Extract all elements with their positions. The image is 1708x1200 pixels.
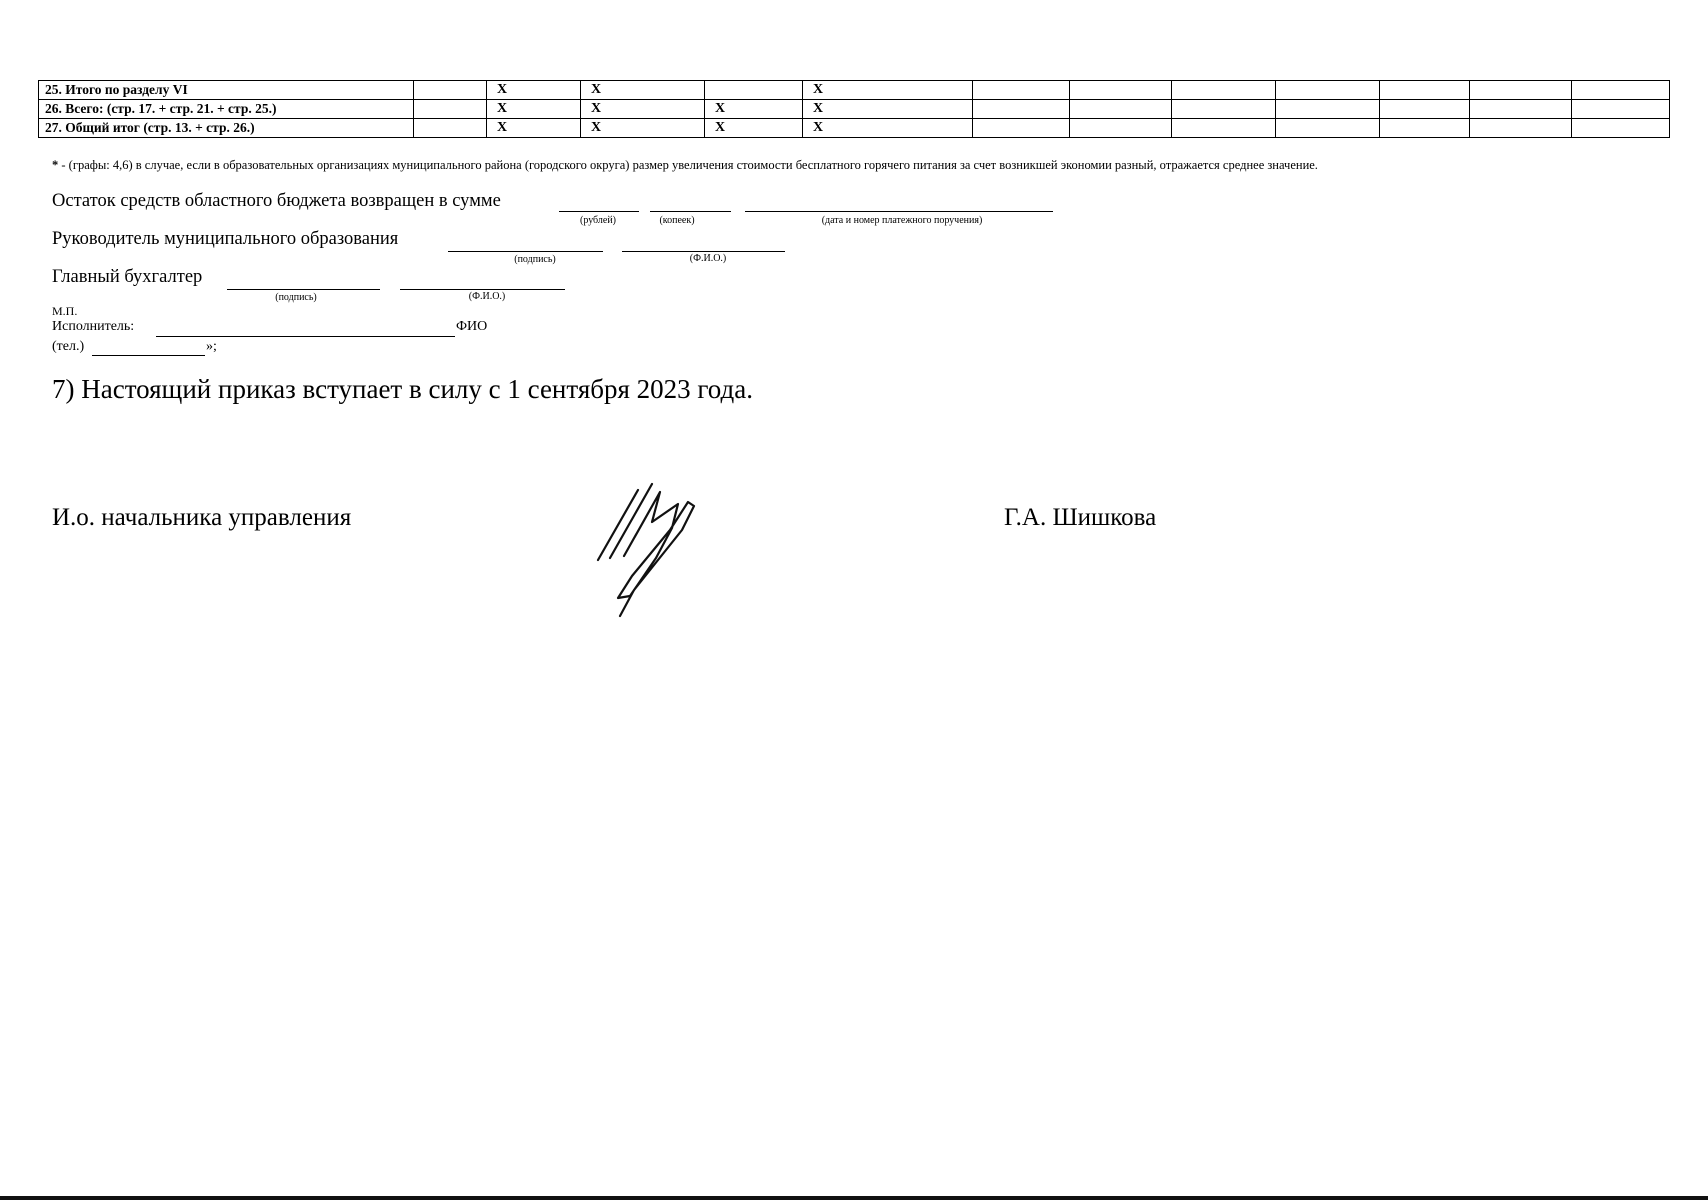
table-cell <box>1470 100 1572 119</box>
accountant-signature-blank <box>227 289 380 290</box>
table-row <box>39 100 1670 119</box>
row-label: 26. Всего: (стр. 17. + стр. 21. + стр. 25.) <box>39 100 414 119</box>
accountant-fio-blank <box>400 289 565 290</box>
caption-signature-accountant: (подпись) <box>275 292 317 303</box>
table-cell <box>1070 100 1172 119</box>
table-cell <box>1172 119 1276 138</box>
table-cell <box>1572 119 1670 138</box>
table-cell <box>1172 81 1276 100</box>
table-cell <box>1380 100 1470 119</box>
remainder-label: Остаток средств областного бюджета возвращен в сумме <box>52 191 501 211</box>
table-cell <box>705 81 803 100</box>
table-row <box>39 81 1670 100</box>
payment-order-blank <box>745 211 1053 212</box>
table-cell: X <box>487 100 581 119</box>
table-cell <box>1470 119 1572 138</box>
signatory-name: Г.А. Шишкова <box>1004 504 1157 531</box>
table-cell <box>973 119 1070 138</box>
caption-payment-order: (дата и номер платежного поручения) <box>821 215 983 226</box>
table-cell: X <box>803 81 973 100</box>
handwritten-signature <box>590 478 730 623</box>
table-cell <box>1276 119 1380 138</box>
signatory-title: И.о. начальника управления <box>52 504 352 531</box>
table-cell <box>1172 100 1276 119</box>
table-cell <box>973 100 1070 119</box>
caption-rubles: (рублей) <box>579 215 617 226</box>
footnote-text: - (графы: 4,6) в случае, если в образовательных организациях муниципального района (городского округа) размер увеличения стоимости бесплатного горячего питания за счет возникшей экономии разный, отражается среднее значение. <box>58 158 1318 172</box>
table-cell <box>973 81 1070 100</box>
table-cell: X <box>581 119 705 138</box>
table-cell: X <box>487 81 581 100</box>
caption-fio-accountant: (Ф.И.О.) <box>468 291 506 302</box>
executor-blank <box>156 336 455 337</box>
table-cell <box>1572 100 1670 119</box>
clause-effective-date: 7) Настоящий приказ вступает в силу с 1 сентября 2023 года. <box>52 374 753 404</box>
table-cell <box>414 81 487 100</box>
head-label: Руководитель муниципального образования <box>52 229 399 249</box>
table-cell: X <box>581 81 705 100</box>
row-label: 27. Общий итог (стр. 13. + стр. 26.) <box>39 119 414 138</box>
scan-bottom-edge <box>0 1196 1708 1200</box>
table-cell: X <box>705 119 803 138</box>
footnote-marker: * <box>52 158 59 172</box>
caption-fio-head: (Ф.И.О.) <box>689 253 727 264</box>
rubles-blank <box>559 211 639 212</box>
table-row <box>39 119 1670 138</box>
table-body <box>39 81 1670 138</box>
caption-kopecks: (копеек) <box>659 215 695 226</box>
footnote <box>52 158 1318 173</box>
table-cell: X <box>705 100 803 119</box>
table-cell: X <box>487 119 581 138</box>
table-cell <box>1276 81 1380 100</box>
table-cell <box>414 119 487 138</box>
table-cell <box>1276 100 1380 119</box>
report-table <box>38 80 1670 138</box>
executor-label: Исполнитель: <box>52 319 135 334</box>
head-signature-blank <box>448 251 603 252</box>
table-cell: X <box>581 100 705 119</box>
table-cell <box>1572 81 1670 100</box>
kopecks-blank <box>650 211 731 212</box>
table-cell: X <box>803 119 973 138</box>
accountant-label: Главный бухгалтер <box>52 267 203 287</box>
executor-fio: ФИО <box>456 319 488 334</box>
table-cell <box>1070 81 1172 100</box>
row-label: 25. Итого по разделу VI <box>39 81 414 100</box>
table-cell: X <box>803 100 973 119</box>
stamp-place: М.П. <box>52 304 78 318</box>
table-cell <box>1470 81 1572 100</box>
table-cell <box>1070 119 1172 138</box>
head-fio-blank <box>622 251 785 252</box>
table-cell <box>1380 119 1470 138</box>
caption-signature-head: (подпись) <box>514 254 556 265</box>
table-cell <box>1380 81 1470 100</box>
phone-blank <box>92 355 205 356</box>
phone-end: »; <box>206 339 217 354</box>
table-cell <box>414 100 487 119</box>
phone-label: (тел.) <box>52 339 85 354</box>
